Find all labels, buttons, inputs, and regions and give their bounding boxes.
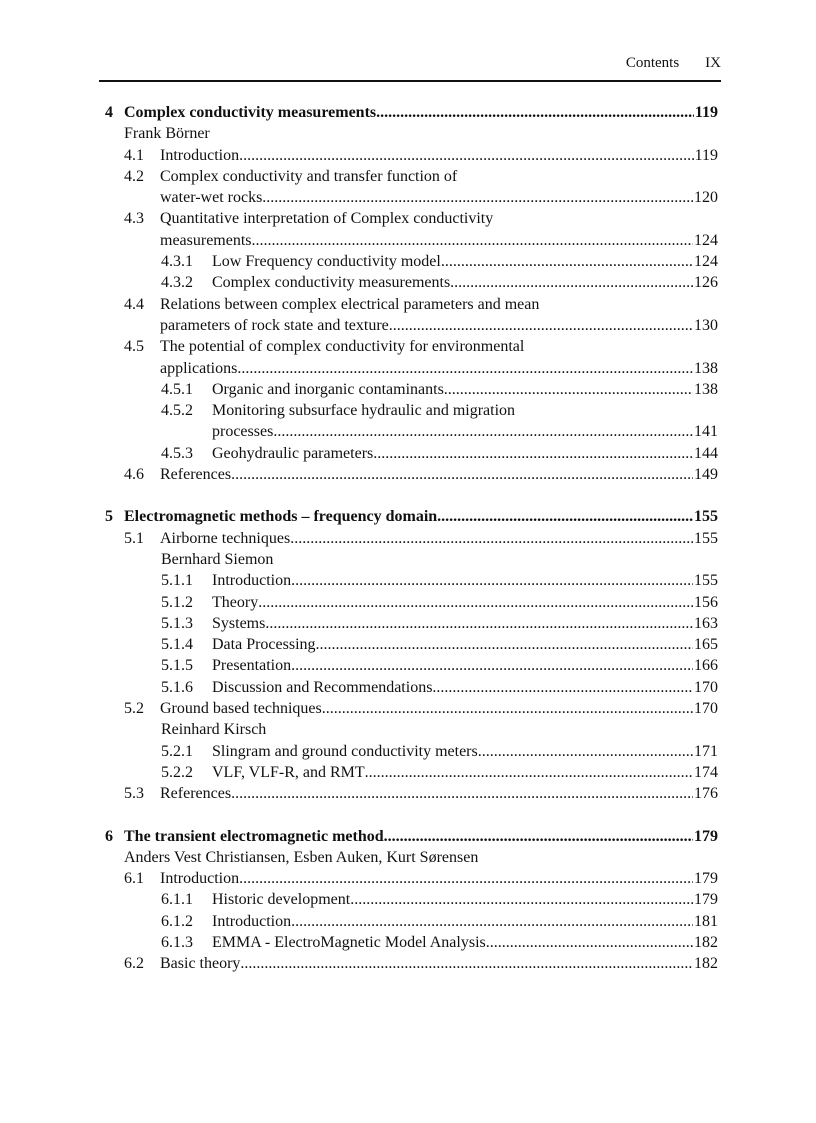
toc-number: 5.1.4 [161, 636, 193, 654]
toc-entry-s4-5-2a [105, 400, 718, 421]
toc-page-number: 179 [694, 870, 718, 888]
toc-page-number: 166 [694, 657, 718, 675]
toc-entry-s5-1-2[interactable] [105, 592, 718, 613]
dot-leader [291, 655, 693, 676]
running-header-title: Contents [625, 55, 680, 71]
toc-entry-s5-1[interactable] [105, 528, 718, 549]
toc-entry-s4-2a [105, 166, 718, 187]
toc-page-number: 130 [694, 316, 718, 334]
toc-page-number: 138 [694, 359, 718, 377]
toc-entry-s5-1-5[interactable] [105, 655, 718, 676]
toc-number: 6.1.3 [161, 933, 193, 951]
toc-page-number: 155 [694, 572, 718, 590]
section-gap [105, 805, 718, 826]
toc-entry-s5-1-1[interactable] [105, 570, 718, 591]
toc-entry-s4-4a [105, 294, 718, 315]
toc-entry-s4-3-2[interactable] [105, 272, 718, 293]
toc-title: Introduction [160, 146, 240, 164]
toc-entry-ch4-author [105, 123, 718, 144]
toc-number: 5.1.3 [161, 614, 193, 632]
toc-number: 6.1.1 [161, 891, 193, 909]
toc-author: Bernhard Siemon [161, 550, 274, 568]
toc-number: 4.3 [124, 210, 144, 228]
toc-number: 6.1 [124, 870, 144, 888]
dot-leader [450, 272, 693, 293]
toc-number: 4.3.1 [161, 253, 193, 271]
toc-number: 4.5.3 [161, 444, 193, 462]
toc-title: References [160, 466, 232, 484]
toc-page-number: 138 [694, 380, 718, 398]
toc-page-number: 149 [694, 466, 718, 484]
toc-author: Reinhard Kirsch [161, 721, 267, 739]
toc-page-number: 179 [694, 891, 718, 909]
dot-leader [432, 677, 693, 698]
toc-number: 4.5.1 [161, 380, 193, 398]
toc-title: Low Frequency conductivity model [212, 253, 441, 271]
toc-title: Discussion and Recommendations [212, 678, 433, 696]
toc-author: Anders Vest Christiansen, Esben Auken, Kurt Sørensen [124, 848, 479, 866]
toc-page-number: 170 [694, 678, 718, 696]
toc-number: 4.3.2 [161, 274, 193, 292]
toc-page-number: 141 [694, 423, 718, 441]
toc-title: VLF, VLF-R, and RMT [212, 763, 365, 781]
toc-entry-s4-5-3[interactable] [105, 443, 718, 464]
toc-entry-s5-3[interactable] [105, 783, 718, 804]
toc-page-number: 124 [694, 231, 718, 249]
toc-page-number: 156 [694, 593, 718, 611]
dot-leader [239, 145, 694, 166]
toc-entry-s6-1[interactable] [105, 868, 718, 889]
toc-number: 6.2 [124, 955, 144, 973]
dot-leader [262, 187, 693, 208]
table-of-contents [105, 102, 718, 975]
running-header [99, 55, 721, 73]
toc-entry-ch4[interactable] [105, 102, 718, 123]
toc-entry-s5-2-author [105, 719, 718, 740]
dot-leader [389, 315, 693, 336]
toc-title: parameters of rock state and texture [160, 316, 389, 334]
dot-leader [437, 506, 693, 527]
toc-page-number: 119 [694, 146, 718, 164]
dot-leader [237, 358, 693, 379]
toc-entry-s5-2-1[interactable] [105, 741, 718, 762]
toc-page-number: 155 [694, 508, 718, 526]
toc-page-number: 170 [694, 700, 718, 718]
toc-number: 4.5.2 [161, 402, 193, 420]
toc-entry-s4-3b[interactable] [105, 230, 718, 251]
toc-title: Airborne techniques [160, 529, 291, 547]
toc-number: 5.1.2 [161, 593, 193, 611]
toc-title: Data Processing [212, 636, 316, 654]
toc-number: 6.1.2 [161, 912, 193, 930]
toc-entry-s6-1-2[interactable] [105, 911, 718, 932]
toc-number: 4.2 [124, 167, 144, 185]
dot-leader [290, 528, 693, 549]
toc-author: Frank Börner [124, 125, 210, 143]
toc-entry-s6-1-3[interactable] [105, 932, 718, 953]
toc-number: 4.6 [124, 466, 144, 484]
toc-number: 5.2 [124, 700, 144, 718]
toc-number: 4.1 [124, 146, 144, 164]
toc-title: applications [160, 359, 238, 377]
dot-leader [273, 421, 693, 442]
toc-entry-s4-1[interactable] [105, 145, 718, 166]
toc-page-number: 163 [694, 614, 718, 632]
toc-entry-s4-5-2b[interactable] [105, 421, 718, 442]
toc-title: Organic and inorganic contaminants [212, 380, 444, 398]
toc-page-number: 176 [694, 785, 718, 803]
toc-entry-ch5[interactable] [105, 506, 718, 527]
dot-leader [441, 251, 693, 272]
toc-page-number: 174 [694, 763, 718, 781]
toc-entry-s4-3a [105, 208, 718, 229]
dot-leader [486, 932, 693, 953]
toc-entry-s5-1-3[interactable] [105, 613, 718, 634]
toc-title: Complex conductivity and transfer function of [160, 167, 458, 185]
toc-page-number: 120 [694, 189, 718, 207]
toc-number: 4 [105, 104, 113, 121]
toc-title: The potential of complex conductivity for environmental [160, 338, 525, 356]
toc-entry-s6-1-1[interactable] [105, 889, 718, 910]
dot-leader [316, 634, 693, 655]
toc-title: Ground based techniques [160, 700, 322, 718]
dot-leader [265, 613, 693, 634]
toc-title: Electromagnetic methods – frequency domain [124, 508, 438, 526]
toc-entry-s4-5b[interactable] [105, 358, 718, 379]
toc-number: 5.1.1 [161, 572, 193, 590]
toc-number: 5.3 [124, 785, 144, 803]
toc-title: Systems [212, 614, 266, 632]
toc-page-number: 182 [694, 933, 718, 951]
section-gap [105, 485, 718, 506]
dot-leader [350, 889, 693, 910]
toc-title: Theory [212, 593, 259, 611]
toc-page-number: 179 [694, 827, 718, 845]
page-number: IX [705, 55, 721, 71]
toc-entry-s4-5-1[interactable] [105, 379, 718, 400]
toc-number: 5.1 [124, 529, 144, 547]
toc-title: References [160, 785, 232, 803]
toc-entry-s6-2[interactable] [105, 953, 718, 974]
toc-title: Quantitative interpretation of Complex conductivity [160, 210, 494, 228]
dot-leader [258, 592, 693, 613]
dot-leader [444, 379, 693, 400]
toc-title: EMMA - ElectroMagnetic Model Analysis [212, 933, 486, 951]
toc-entry-s5-2[interactable] [105, 698, 718, 719]
toc-number: 5.2.1 [161, 742, 193, 760]
toc-entry-s4-2b[interactable] [105, 187, 718, 208]
toc-title: Geohydraulic parameters [212, 444, 374, 462]
toc-entry-s4-5a [105, 336, 718, 357]
toc-page-number: 124 [694, 253, 718, 271]
toc-page-number: 171 [694, 742, 718, 760]
toc-number: 4.4 [124, 295, 144, 313]
toc-number: 5.2.2 [161, 763, 193, 781]
toc-title: Complex conductivity measurements [124, 104, 377, 121]
toc-entry-s5-2-2[interactable] [105, 762, 718, 783]
dot-leader [291, 911, 693, 932]
toc-title: processes [212, 423, 274, 441]
dot-leader [322, 698, 693, 719]
header-rule [99, 80, 721, 82]
dot-leader [239, 868, 693, 889]
dot-leader [373, 443, 693, 464]
toc-entry-s5-1-6[interactable] [105, 677, 718, 698]
dot-leader [384, 826, 693, 847]
toc-entry-ch6-author [105, 847, 718, 868]
dot-leader [231, 783, 693, 804]
toc-title: water-wet rocks [160, 189, 263, 207]
toc-title: Introduction [212, 912, 292, 930]
toc-page-number: 181 [694, 912, 718, 930]
toc-page-number: 126 [694, 274, 718, 292]
toc-title: Introduction [160, 870, 240, 888]
toc-title: Monitoring subsurface hydraulic and migration [212, 402, 516, 420]
dot-leader [291, 570, 693, 591]
toc-entry-s4-4b[interactable] [105, 315, 718, 336]
toc-number: 6 [105, 827, 113, 845]
dot-leader [252, 230, 693, 251]
toc-page-number: 155 [694, 529, 718, 547]
toc-number: 5 [105, 508, 113, 526]
toc-title: The transient electromagnetic method [124, 827, 384, 845]
toc-entry-s4-6[interactable] [105, 464, 718, 485]
toc-entry-s5-1-4[interactable] [105, 634, 718, 655]
toc-number: 5.1.5 [161, 657, 193, 675]
toc-title: Basic theory [160, 955, 241, 973]
toc-page-number: 119 [694, 104, 718, 121]
toc-entry-s5-1-author [105, 549, 718, 570]
toc-number: 5.1.6 [161, 678, 193, 696]
toc-title: Introduction [212, 572, 292, 590]
toc-page-number: 144 [694, 444, 718, 462]
dot-leader [231, 464, 693, 485]
toc-title: Historic development [212, 891, 351, 909]
toc-title: Slingram and ground conductivity meters [212, 742, 478, 760]
dot-leader [376, 102, 694, 123]
dot-leader [365, 762, 693, 783]
toc-page-number: 165 [694, 636, 718, 654]
toc-title: Relations between complex electrical parameters and mean [160, 295, 540, 313]
dot-leader [240, 953, 693, 974]
toc-number: 4.5 [124, 338, 144, 356]
toc-page-number: 182 [694, 955, 718, 973]
dot-leader [478, 741, 693, 762]
toc-entry-ch6[interactable] [105, 826, 718, 847]
toc-title: Presentation [212, 657, 292, 675]
toc-title: measurements [160, 231, 252, 249]
toc-entry-s4-3-1[interactable] [105, 251, 718, 272]
toc-title: Complex conductivity measurements [212, 274, 451, 292]
